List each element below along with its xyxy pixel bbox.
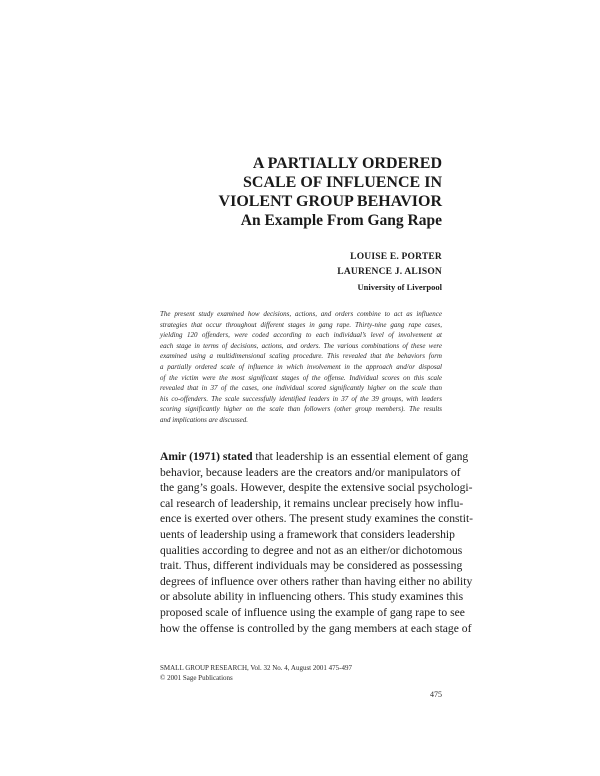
author-name-2: LAURENCE J. ALISON (337, 267, 442, 277)
abstract-line: of the victim were the most significant stages of the offense. Individual scores on this scale (160, 373, 442, 382)
body-line: the gang’s goals. However, despite the extensive social psychologi- (160, 481, 473, 495)
body-line: qualities according to degree and not as an either/or dichotomous (160, 543, 463, 557)
copyright-notice: © 2001 Sage Publications (160, 674, 233, 682)
article-title (122, 154, 442, 230)
abstract-line: examined using a multidimensional scaling procedure. This revealed that the behaviors form (160, 352, 442, 361)
abstract-line: revealed that in 37 of the cases, one individual scored significantly higher on the scale than (160, 384, 442, 393)
citation-reference: Amir (1971) stated (160, 450, 253, 463)
body-line: uents of leadership using a framework that considers leadership (160, 527, 455, 541)
author-name-1: LOUISE E. PORTER (350, 252, 442, 262)
body-line: degrees of influence over others rather than having either no ability (160, 574, 473, 588)
body-line-first (160, 449, 469, 465)
abstract-line: his co-offenders. The scale successfully identified leaders in 37 of the 39 groups, with leaders (160, 394, 442, 403)
body-line: how the offense is controlled by the gang members at each stage of (160, 621, 472, 635)
body-line-first-rest: that leadership is an essential element of gang (252, 450, 469, 463)
body-line: behavior, because leaders are the creators and/or manipulators of (160, 465, 461, 479)
abstract-line: a partially ordered scale of influence in which involvement in the approach and/or disposal (160, 362, 442, 371)
body-line: cal research of leadership, it remains unclear precisely how influ- (160, 496, 464, 510)
title-line-2: SCALE OF INFLUENCE IN (243, 174, 442, 191)
abstract-line: each stage in terms of decisions, actions, and orders. The various combinations of these were (160, 341, 442, 350)
body-paragraph (160, 449, 474, 636)
journal-citation: SMALL GROUP RESEARCH, Vol. 32 No. 4, August 2001 475-497 (160, 664, 352, 672)
abstract-line: yielding 120 offenders, were coded according to each individual’s level of involvement at (160, 331, 442, 340)
abstract-line: and implications are discussed. (160, 415, 249, 424)
body-line: trait. Thus, different individuals may be considered as possessing (160, 559, 463, 573)
title-line-1: A PARTIALLY ORDERED (252, 155, 442, 172)
author-affiliation: University of Liverpool (357, 282, 442, 292)
author-block (182, 250, 442, 294)
abstract-line: scoring significantly higher on the scale than followers (other group members). The results (160, 405, 442, 414)
body-line: or absolute ability in influencing others. This study examines this (160, 590, 464, 604)
body-line: ence is exerted over others. The present study examines the constit- (160, 512, 474, 526)
abstract-line: The present study examined how decisions, actions, and orders combine to act as influence (160, 310, 442, 318)
abstract (160, 309, 442, 426)
title-line-3: VIOLENT GROUP BEHAVIOR (218, 193, 442, 210)
body-line: proposed scale of influence using the example of gang rape to see (160, 605, 465, 619)
journal-footer (160, 663, 442, 683)
page-number: 475 (430, 690, 442, 699)
abstract-line: strategies that occur throughout different stages in gang rape. Thirty-nine gang rape cases, (160, 320, 442, 329)
article-subtitle: An Example From Gang Rape (240, 212, 442, 229)
